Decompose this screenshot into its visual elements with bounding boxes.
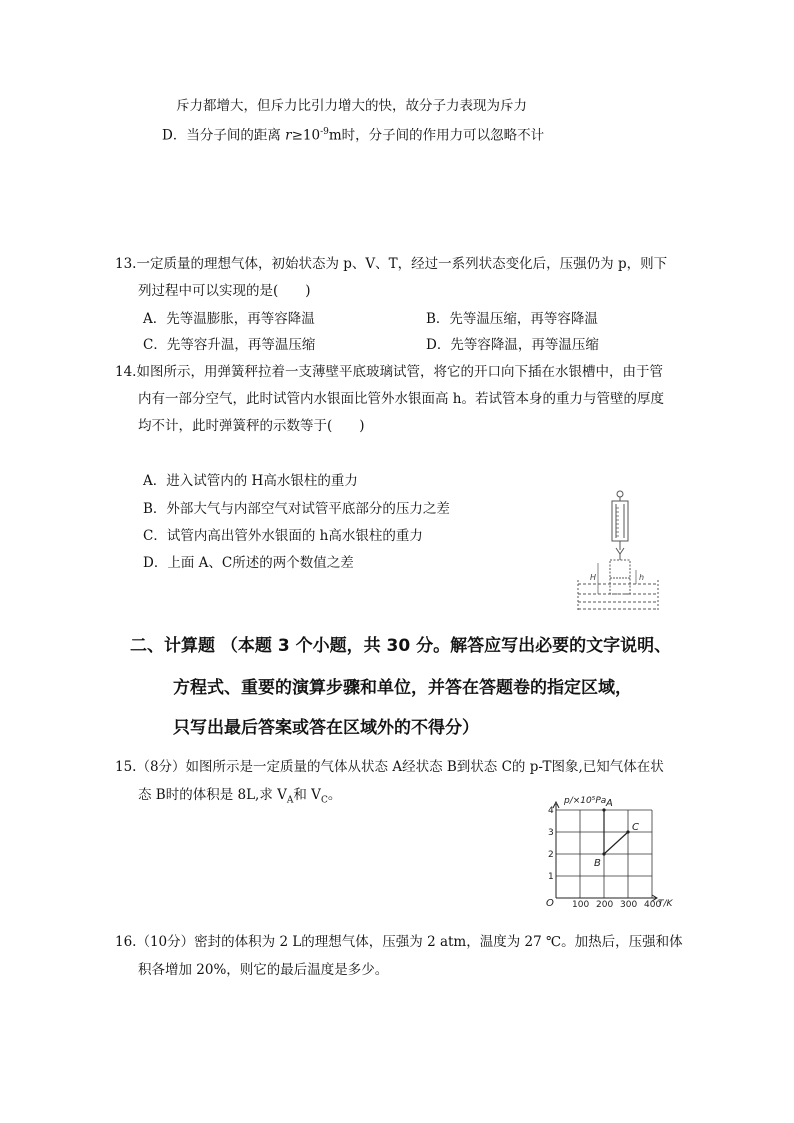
q15-text-c: 。 — [327, 787, 342, 803]
state-label-a: A — [606, 798, 613, 809]
chart-xlabel: T/K — [658, 899, 673, 909]
q12-option-d-text3: m时，分子间的作用力可以忽略不计 — [328, 127, 545, 144]
q15-sub-c: C — [320, 795, 328, 806]
q14-figure-label-H: H — [590, 573, 597, 582]
x-tick-label: 400 — [644, 900, 662, 910]
q12-option-d-text: 当分子间的距离 — [186, 127, 286, 144]
q12-option-d-exponent: -9 — [320, 127, 329, 137]
q14-figure — [570, 488, 666, 613]
spring-balance-hook-icon — [617, 491, 623, 497]
q15-pt-chart — [538, 790, 678, 912]
q12-continuation-line: 斥力都增大，但斥力比引力增大的快，故分子力表现为斥力 — [176, 98, 527, 114]
q15-text-b: 和 V — [293, 787, 321, 803]
state-point-b — [602, 852, 605, 855]
process-segment — [604, 832, 628, 854]
test-tube — [610, 560, 630, 594]
spring-balance-body — [612, 501, 628, 541]
chart-origin-label: O — [546, 898, 554, 909]
q13-option-d: D．先等容降温，再等温压缩 — [426, 337, 599, 353]
q15-stem-line2 — [138, 785, 341, 811]
q16-stem-line1: 16.（10分）密封的体积为 2 L的理想气体，压强为 2 atm，温度为 27 ℃。加热后，压强和体 — [115, 934, 683, 950]
q15-text-a: 态 B时的体积是 8L,求 V — [138, 787, 287, 803]
q14-stem-line2: 内有一部分空气，此时试管内水银面比管外水银面高 h。若试管本身的重力与管壁的厚度 — [138, 391, 664, 407]
q14-option-b: B．外部大气与内部空气对试管平底部分的压力之差 — [143, 501, 450, 517]
chart-ylabel: p/×10⁵Pa — [564, 796, 607, 806]
q14-option-c: C．试管内高出管外水银面的 h高水银柱的重力 — [143, 528, 423, 544]
q14-option-a: A．进入试管内的 H高水银柱的重力 — [143, 473, 358, 489]
x-tick-label: 200 — [596, 900, 614, 910]
state-point-c — [626, 830, 629, 833]
q12-option-d-r: r — [285, 127, 292, 144]
q12-option-d-text2: ≥10 — [291, 127, 321, 144]
y-tick-label: 1 — [548, 872, 554, 882]
section2-heading-line1: 二、计算题 （本题 3 个小题，共 30 分。解答应写出必要的文字说明、 — [130, 636, 672, 656]
q12-option-d — [162, 122, 544, 146]
q14-stem-line1: 14.如图所示，用弹簧秤拉着一支薄壁平底玻璃试管，将它的开口向下插在水银槽中，由于管 — [115, 364, 663, 380]
q15-stem-line1: 15.（8分）如图所示是一定质量的气体从状态 A经状态 B到状态 C的 p-T图象,已知气体在状 — [115, 759, 664, 775]
q13-option-b: B．先等温压缩，再等容降温 — [426, 311, 598, 327]
q14-figure-label-h: h — [639, 573, 645, 582]
q13-stem-line2: 列过程中可以实现的是( ) — [138, 283, 311, 299]
x-tick-label: 100 — [572, 900, 590, 910]
q13-option-a: A．先等温膨胀，再等容降温 — [143, 311, 315, 327]
q15-sub-a: A — [286, 795, 294, 806]
q14-stem-line3: 均不计，此时弹簧秤的示数等于( ) — [138, 418, 365, 434]
y-tick-label: 3 — [548, 828, 554, 838]
q14-option-d: D．上面 A、C所述的两个数值之差 — [143, 555, 354, 571]
state-label-b: B — [594, 858, 601, 869]
q13-stem-line1: 13.一定质量的理想气体，初始状态为 p、V、T，经过一系列状态变化后，压强仍为 p，则下 — [115, 256, 668, 272]
y-tick-label: 4 — [548, 806, 554, 816]
state-label-c: C — [632, 822, 639, 833]
section2-heading-line3: 只写出最后答案或答在区域外的不得分） — [173, 718, 479, 738]
q12-option-d-label: D． — [162, 127, 187, 144]
q16-stem-line2: 积各增加 20%，则它的最后温度是多少。 — [138, 962, 389, 978]
x-tick-label: 300 — [620, 900, 638, 910]
q13-option-c: C．先等容升温，再等温压缩 — [143, 337, 316, 353]
section2-heading-line2: 方程式、重要的演算步骤和单位，并答在答题卷的指定区域， — [173, 678, 632, 698]
y-tick-label: 2 — [548, 850, 554, 860]
